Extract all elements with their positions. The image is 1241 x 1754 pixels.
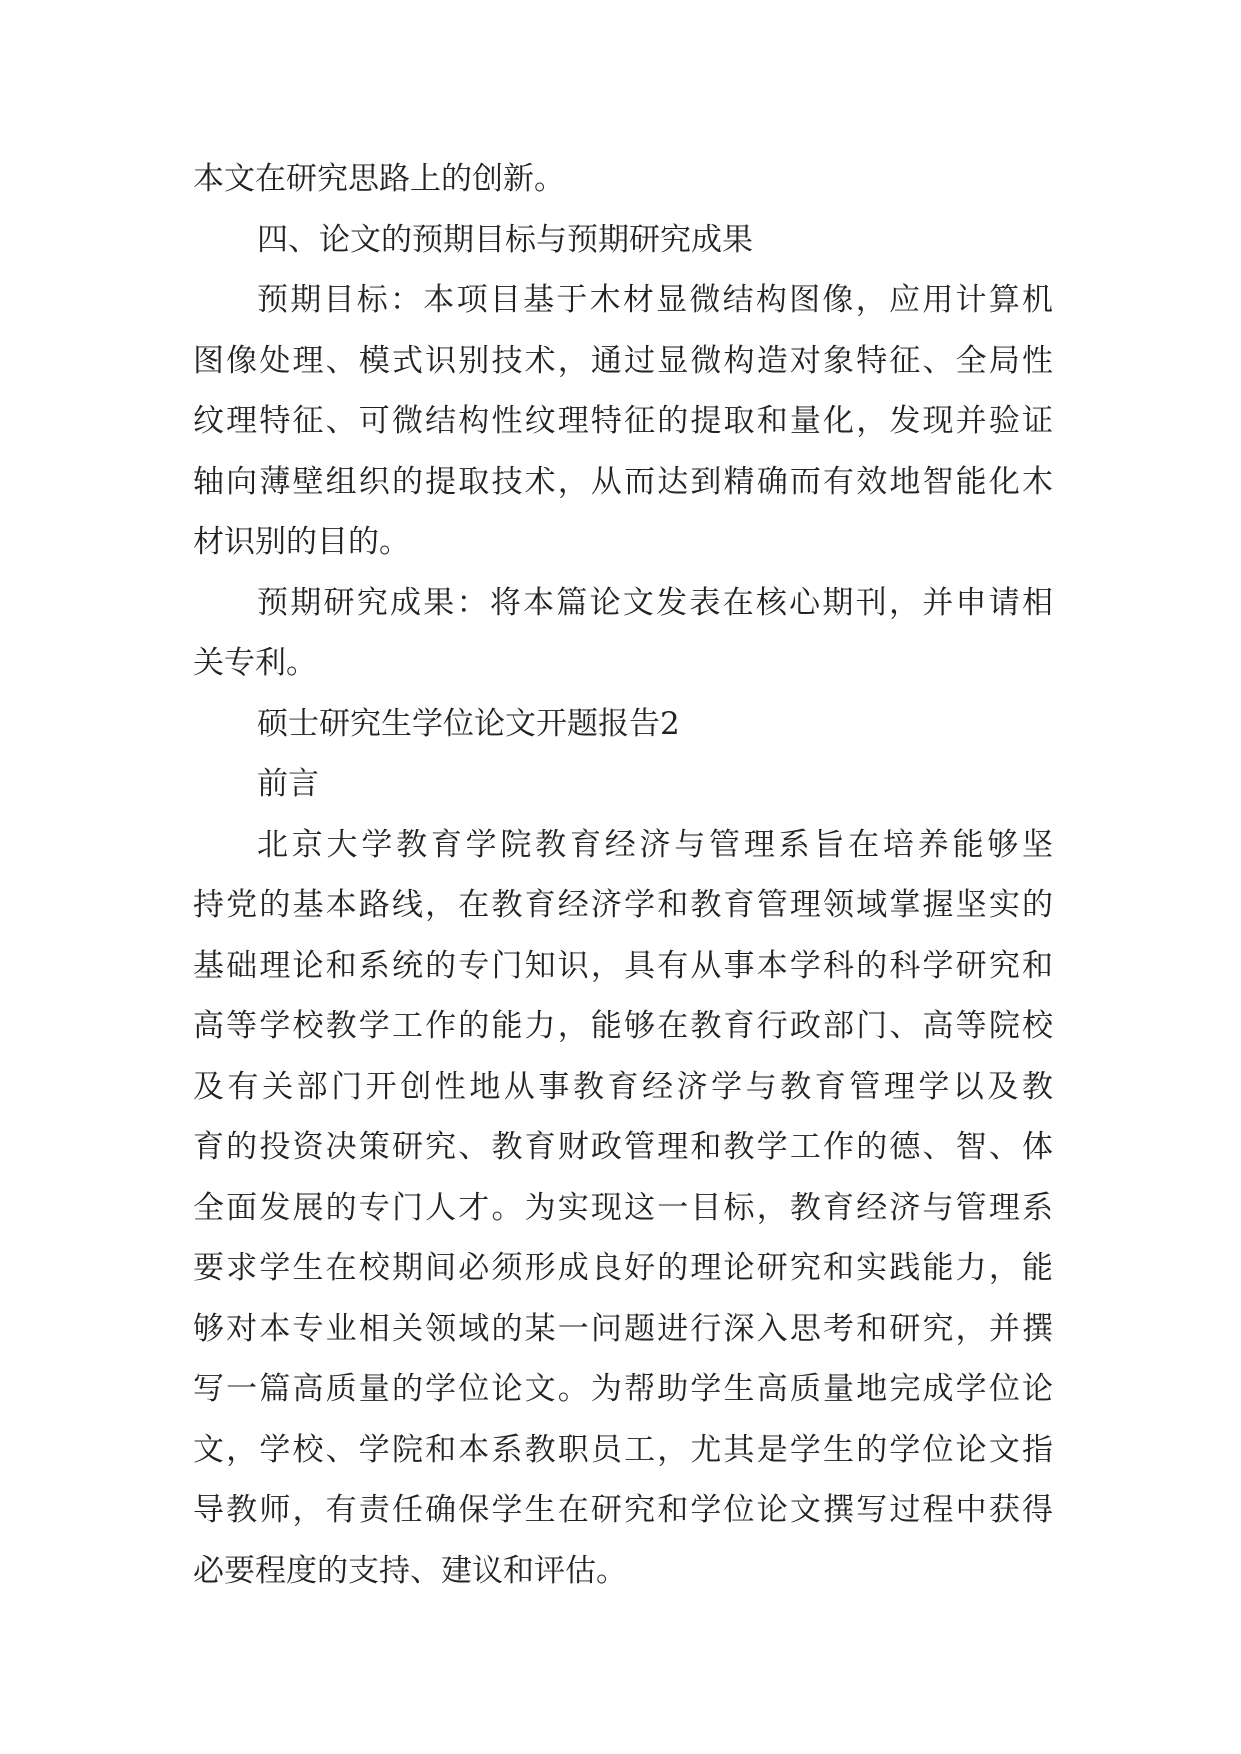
text-line: 写一篇高质量的学位论文。为帮助学生高质量地完成学位论 <box>193 1371 1053 1407</box>
text-line: 材识别的目的。 <box>193 524 410 560</box>
section-heading: 四、论文的预期目标与预期研究成果 <box>257 221 753 258</box>
text-line: 导教师，有责任确保学生在研究和学位论文撰写过程中获得 <box>193 1492 1053 1528</box>
text-line: 全面发展的专门人才。为实现这一目标，教育经济与管理系 <box>193 1189 1053 1226</box>
text-line: 够对本专业相关领域的某一问题进行深入思考和研究，并撰 <box>193 1310 1053 1347</box>
text-line: 本文在研究思路上的创新。 <box>193 161 565 197</box>
text-line: 持党的基本路线，在教育经济学和教育管理领域掌握坚实的 <box>193 887 1053 923</box>
text-line: 要求学生在校期间必须形成良好的理论研究和实践能力，能 <box>193 1250 1053 1286</box>
section-heading: 前言 <box>257 766 319 802</box>
text-line: 图像处理、模式识别技术，通过显微构造对象特征、全局性 <box>193 342 1053 379</box>
text-line: 预期研究成果：将本篇论文发表在核心期刊，并申请相 <box>257 584 1053 621</box>
text-line: 育的投资决策研究、教育财政管理和教学工作的德、智、体 <box>193 1129 1053 1165</box>
text-line: 北京大学教育学院教育经济与管理系旨在培养能够坚 <box>257 826 1053 863</box>
text-line: 预期目标：本项目基于木材显微结构图像，应用计算机 <box>257 282 1053 318</box>
body-text <box>193 149 1053 1601</box>
text-line: 及有关部门开创性地从事教育经济学与教育管理学以及教 <box>193 1068 1053 1105</box>
text-line: 必要程度的支持、建议和评估。 <box>193 1552 627 1589</box>
document-title: 硕士研究生学位论文开题报告2 <box>257 705 680 742</box>
text-line: 纹理特征、可微结构性纹理特征的提取和量化，发现并验证 <box>193 403 1053 439</box>
text-line: 关专利。 <box>193 645 317 681</box>
text-line: 文，学校、学院和本系教职员工，尤其是学生的学位论文指 <box>193 1431 1053 1468</box>
text-line: 高等学校教学工作的能力，能够在教育行政部门、高等院校 <box>193 1008 1053 1044</box>
text-line: 轴向薄壁组织的提取技术，从而达到精确而有效地智能化木 <box>193 463 1053 500</box>
text-line: 基础理论和系统的专门知识，具有从事本学科的科学研究和 <box>193 947 1053 984</box>
